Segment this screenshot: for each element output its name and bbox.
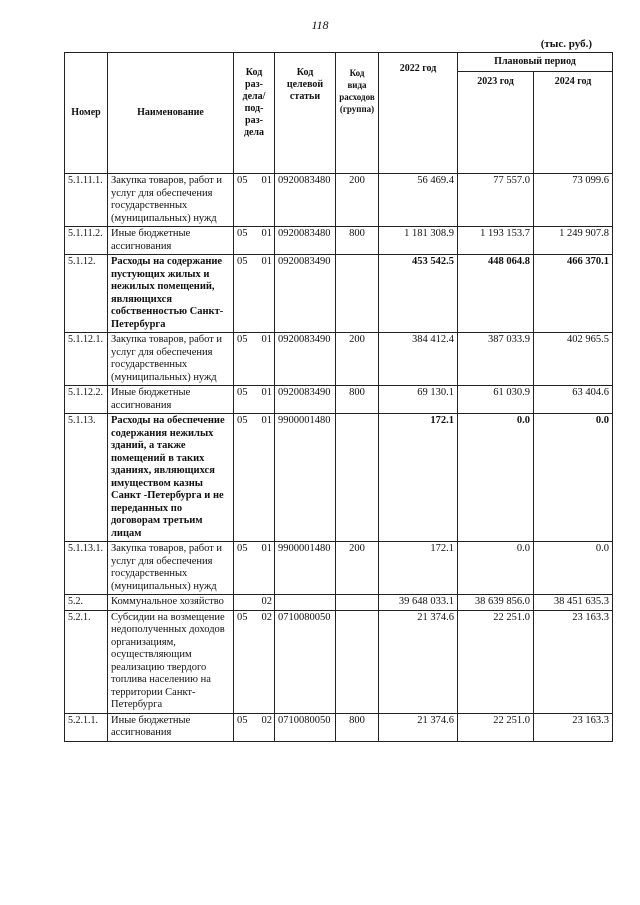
table-row bbox=[65, 595, 613, 611]
row-value-2023: 77 557.0 bbox=[458, 174, 534, 227]
row-section bbox=[234, 386, 275, 414]
subsection-code: 01 bbox=[261, 543, 272, 554]
row-value-2023: 0.0 bbox=[458, 542, 534, 595]
table-row bbox=[65, 542, 613, 595]
row-name: Расходы на содержание пустующих жилых и нежилых помещений, являющихся собственностью Санкт-Петербурга bbox=[108, 255, 234, 333]
row-section bbox=[234, 174, 275, 227]
row-section bbox=[234, 542, 275, 595]
section-code: 05 bbox=[237, 543, 248, 554]
row-value-2023: 1 193 153.7 bbox=[458, 227, 534, 255]
row-expense-type: 200 bbox=[336, 174, 379, 227]
row-value-2022: 172.1 bbox=[379, 414, 458, 542]
row-target-code: 0920083480 bbox=[275, 227, 336, 255]
row-number: 5.1.11.2. bbox=[65, 227, 108, 255]
table-row bbox=[65, 713, 613, 741]
row-expense-type: 800 bbox=[336, 386, 379, 414]
row-target-code: 0920083490 bbox=[275, 333, 336, 386]
row-number: 5.1.12.1. bbox=[65, 333, 108, 386]
row-expense-type bbox=[336, 610, 379, 713]
row-expense-type: 200 bbox=[336, 542, 379, 595]
row-value-2024: 0.0 bbox=[534, 414, 613, 542]
row-number: 5.1.12.2. bbox=[65, 386, 108, 414]
subsection-code: 01 bbox=[261, 415, 272, 426]
row-section bbox=[234, 255, 275, 333]
section-code: 05 bbox=[237, 175, 248, 186]
row-name: Коммунальное хозяйство bbox=[108, 595, 234, 611]
row-expense-type bbox=[336, 255, 379, 333]
row-section bbox=[234, 414, 275, 542]
row-section bbox=[234, 713, 275, 741]
header-2023: 2023 год bbox=[458, 72, 534, 174]
header-2022: 2022 год bbox=[379, 53, 458, 174]
row-expense-type: 800 bbox=[336, 713, 379, 741]
header-number: Номер bbox=[65, 53, 108, 174]
row-expense-type: 200 bbox=[336, 333, 379, 386]
section-code: 05 bbox=[237, 228, 248, 239]
row-name: Иные бюджетные ассигнования bbox=[108, 227, 234, 255]
row-value-2024: 63 404.6 bbox=[534, 386, 613, 414]
row-name: Закупка товаров, работ и услуг для обеспечения государственных (муниципальных) нужд bbox=[108, 174, 234, 227]
row-expense-type bbox=[336, 414, 379, 542]
header-expense-type: Код вида расходов (группа) bbox=[336, 53, 379, 174]
budget-table bbox=[64, 52, 613, 742]
row-number: 5.1.13.1. bbox=[65, 542, 108, 595]
units-label: (тыс. руб.) bbox=[540, 38, 592, 50]
row-target-code: 0710080050 bbox=[275, 610, 336, 713]
header-section: Код раз- дела/ под- раз- дела bbox=[234, 53, 275, 174]
row-value-2023: 22 251.0 bbox=[458, 713, 534, 741]
row-target-code: 0920083490 bbox=[275, 386, 336, 414]
row-name: Расходы на обеспечение содержания нежилых зданий, а также помещений в таких зданиях, являющихся имуществом казны Санкт -Петербурга и не переданных по договорам третьим лицам bbox=[108, 414, 234, 542]
row-value-2022: 21 374.6 bbox=[379, 713, 458, 741]
section-code: 05 bbox=[237, 387, 248, 398]
row-section bbox=[234, 227, 275, 255]
row-value-2022: 172.1 bbox=[379, 542, 458, 595]
row-name: Субсидии на возмещение недополученных доходов организациям, осуществляющим реализацию твердого топлива населению на территории Санкт-Петербурга bbox=[108, 610, 234, 713]
subsection-code: 01 bbox=[261, 228, 272, 239]
row-target-code bbox=[275, 595, 336, 611]
row-value-2024: 466 370.1 bbox=[534, 255, 613, 333]
section-code: 05 bbox=[237, 256, 248, 267]
row-value-2023: 0.0 bbox=[458, 414, 534, 542]
row-number: 5.2.1.1. bbox=[65, 713, 108, 741]
row-section bbox=[234, 610, 275, 713]
page-number: 118 bbox=[311, 18, 329, 32]
table-row bbox=[65, 227, 613, 255]
row-value-2024: 1 249 907.8 bbox=[534, 227, 613, 255]
row-value-2024: 0.0 bbox=[534, 542, 613, 595]
subsection-code: 01 bbox=[261, 334, 272, 345]
subsection-code: 02 bbox=[261, 714, 272, 726]
row-number: 5.1.11.1. bbox=[65, 174, 108, 227]
row-value-2023: 387 033.9 bbox=[458, 333, 534, 386]
row-target-code: 0710080050 bbox=[275, 713, 336, 741]
row-target-code: 0920083480 bbox=[275, 174, 336, 227]
subsection-code: 02 bbox=[261, 596, 272, 607]
row-value-2023: 38 639 856.0 bbox=[458, 595, 534, 611]
subsection-code: 01 bbox=[261, 256, 272, 267]
row-value-2022: 1 181 308.9 bbox=[379, 227, 458, 255]
row-number: 5.2. bbox=[65, 595, 108, 611]
table-row bbox=[65, 333, 613, 386]
table-row bbox=[65, 174, 613, 227]
row-value-2024: 23 163.3 bbox=[534, 610, 613, 713]
row-value-2023: 448 064.8 bbox=[458, 255, 534, 333]
subsection-code: 01 bbox=[261, 175, 272, 186]
table-row bbox=[65, 386, 613, 414]
row-value-2024: 73 099.6 bbox=[534, 174, 613, 227]
row-name: Закупка товаров, работ и услуг для обеспечения государственных (муниципальных) нужд bbox=[108, 542, 234, 595]
row-value-2022: 21 374.6 bbox=[379, 610, 458, 713]
row-value-2023: 22 251.0 bbox=[458, 610, 534, 713]
table-row bbox=[65, 610, 613, 713]
row-number: 5.1.13. bbox=[65, 414, 108, 542]
row-number: 5.1.12. bbox=[65, 255, 108, 333]
row-value-2023: 61 030.9 bbox=[458, 386, 534, 414]
row-value-2022: 56 469.4 bbox=[379, 174, 458, 227]
row-section bbox=[234, 333, 275, 386]
section-code: 05 bbox=[237, 415, 248, 426]
row-value-2022: 384 412.4 bbox=[379, 333, 458, 386]
section-code: 05 bbox=[237, 714, 248, 726]
subsection-code: 01 bbox=[261, 387, 272, 398]
row-target-code: 9900001480 bbox=[275, 414, 336, 542]
row-value-2024: 402 965.5 bbox=[534, 333, 613, 386]
header-target: Код целевой статьи bbox=[275, 53, 336, 174]
row-value-2022: 69 130.1 bbox=[379, 386, 458, 414]
row-value-2022: 453 542.5 bbox=[379, 255, 458, 333]
subsection-code: 02 bbox=[261, 611, 272, 623]
row-value-2024: 23 163.3 bbox=[534, 713, 613, 741]
table-row bbox=[65, 255, 613, 333]
row-value-2022: 39 648 033.1 bbox=[379, 595, 458, 611]
header-name: Наименование bbox=[108, 53, 234, 174]
row-value-2024: 38 451 635.3 bbox=[534, 595, 613, 611]
row-target-code: 9900001480 bbox=[275, 542, 336, 595]
header-2024: 2024 год bbox=[534, 72, 613, 174]
row-target-code: 0920083490 bbox=[275, 255, 336, 333]
table-body bbox=[65, 174, 613, 742]
row-name: Иные бюджетные ассигнования bbox=[108, 386, 234, 414]
row-name: Закупка товаров, работ и услуг для обеспечения государственных (муниципальных) нужд bbox=[108, 333, 234, 386]
row-number: 5.2.1. bbox=[65, 610, 108, 713]
section-code: 05 bbox=[237, 611, 248, 623]
table-row bbox=[65, 414, 613, 542]
row-expense-type: 800 bbox=[336, 227, 379, 255]
row-section bbox=[234, 595, 275, 611]
row-expense-type bbox=[336, 595, 379, 611]
header-planned-period: Плановый период bbox=[458, 53, 613, 72]
row-name: Иные бюджетные ассигнования bbox=[108, 713, 234, 741]
section-code: 05 bbox=[237, 334, 248, 345]
